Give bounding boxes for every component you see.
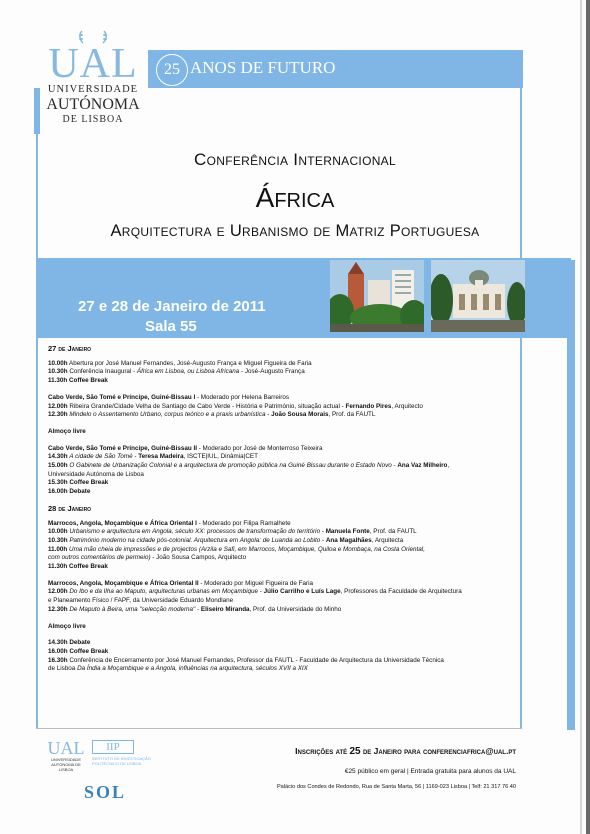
program-time: 15.30h Coffee Break — [48, 479, 109, 487]
program-line — [48, 377, 518, 386]
program-time: 12.00h — [48, 402, 68, 410]
program-separator: - — [265, 411, 272, 419]
program-time: 16.30h — [48, 656, 68, 664]
sol-logo: SOL — [84, 782, 127, 802]
program-line — [48, 537, 518, 546]
program-text: Universidade Autónoma de Lisboa — [48, 470, 144, 478]
program-time: 10.00h — [48, 528, 68, 536]
program-talk-title: Património moderno na cidade pós-colonial. Arquitectura em Angola: de Luanda ao Lobito — [69, 536, 321, 544]
lunch-break-1: Almoço livre — [48, 427, 86, 435]
program-speaker: Fernando Pires — [345, 402, 392, 410]
program-line — [48, 546, 518, 555]
photo-city-buildings — [330, 260, 424, 332]
session4-title: Marrocos, Angola, Moçambique e África Oriental II — [48, 579, 199, 587]
program-talk-title: Do Ibo e da Ilha ao Maputo, arquitecturas urbanas em Moçambique — [69, 588, 259, 596]
registration-date: 25 — [349, 746, 361, 757]
university-line3: DE LISBOA — [62, 114, 124, 125]
session2-heading — [48, 445, 518, 454]
program-line — [48, 411, 518, 420]
main-title: África — [255, 182, 335, 213]
program-speaker: Manuela Fonte — [325, 528, 370, 536]
session4-moderator: - Moderado por Miguel Figueira de Faria — [198, 579, 314, 587]
session3-list — [48, 528, 518, 572]
program-time: 11.30h Coffee Break — [48, 377, 108, 385]
photo-railway-station — [431, 260, 525, 332]
program-time: 11.30h Coffee Break — [48, 563, 108, 571]
day1-header: 27 de Janeiro — [48, 344, 92, 353]
program-separator: - — [258, 588, 264, 596]
program-separator: - — [195, 605, 201, 613]
event-room: Sala 55 — [145, 318, 197, 335]
program-speaker: Eliseiro Miranda — [200, 605, 250, 613]
program-separator: - — [132, 453, 139, 461]
program-talk-title: Urbanismo e arquitectura em Angola, século XX: processos de transformação do território — [69, 528, 321, 536]
closing-list — [48, 639, 518, 674]
session3-heading — [48, 520, 518, 529]
program-line — [48, 462, 518, 471]
program-line — [48, 588, 518, 597]
program-time: 10.30h — [48, 368, 68, 376]
program-text: Ribeira Grande/Cidade Velha de Santiago de Cabo Verde - História e Património, situação actual - — [67, 402, 346, 410]
program-text: de Lisboa — [48, 665, 78, 673]
program-line — [48, 554, 518, 563]
program-line — [48, 368, 518, 377]
program-line — [48, 488, 518, 497]
session4-heading — [48, 580, 518, 589]
program-speaker: Ana Vaz Milheiro — [397, 462, 448, 470]
program-separator: - — [320, 528, 326, 536]
address: Palácio dos Condes de Redondo, Rua de Santa Marta, 56 | 1169-023 Lisboa | Telf: 21 317 76 40 — [276, 784, 516, 790]
program-separator: - João Sousa Campos, Arquitecto — [150, 554, 247, 562]
anniversary-text: ANOS DE FUTURO — [190, 58, 336, 77]
session3-title: Marrocos, Angola, Moçambique e África Oriental I — [48, 519, 197, 527]
page-edge-shadow — [580, 0, 582, 834]
anniversary-banner — [148, 50, 523, 88]
program-line — [48, 639, 518, 648]
subtitle: Arquitectura e Urbanismo de Matriz Portuguesa — [110, 222, 480, 240]
program-time: 10.00h — [48, 359, 68, 367]
session1-heading — [48, 394, 518, 403]
footer-logo-text: UAL — [47, 738, 85, 758]
program-line — [48, 563, 518, 572]
program-affiliation: , — [447, 462, 450, 470]
footer-divider — [36, 728, 522, 729]
program-affiliation: , Prof. da FAUTL — [369, 528, 417, 536]
footer-logo-sub: UNIVERSIDADE AUTÓNOMA DE LISBOA — [50, 757, 81, 772]
program-line — [48, 453, 518, 462]
program-line — [48, 648, 518, 657]
session2-title: Cabo Verde, São Tomé e Príncipe, Guiné-Bissau II — [48, 444, 197, 452]
program-affiliation: , Arquitecto — [391, 402, 423, 410]
program-time: 14.30h Debate — [48, 639, 91, 647]
university-line2: AUTÓNOMA — [46, 96, 140, 113]
program-affiliation: , ISCTE|IUL, Dinâmia|CET — [183, 453, 258, 461]
iip-label: IIP — [92, 740, 134, 754]
university-line1: UNIVERSIDADE — [47, 84, 139, 95]
program-separator: - — [320, 536, 326, 544]
program-line — [48, 471, 518, 480]
program-separator: - — [391, 462, 398, 470]
program-line — [48, 403, 518, 412]
session1-moderator: - Moderado por Helena Barreiros — [195, 393, 290, 401]
session2-list — [48, 453, 518, 497]
program-time: 14.30h — [48, 453, 68, 461]
program-talk-title: Da Índia a Moçambique e a Angola, influências na arquitectura, séculos XVII a XIX — [77, 665, 308, 673]
program-talk-title: Mindelo o Assentamento Urbano, corpus teórico e a praxis urbanística — [69, 411, 266, 419]
program-talk-title: Uma mão cheia de impressões e de projectos (Arzila e Safi, em Marrocos, Moçambique, Quiloa e Mombaça, na Costa Oriental, — [69, 545, 425, 553]
registration-prefix: Inscrições até — [295, 746, 350, 756]
day2-header: 28 de Janeiro — [48, 503, 92, 513]
program — [48, 345, 518, 674]
program-affiliation: , Arquitecta — [371, 536, 404, 544]
session1-title: Cabo Verde, São Tomé e Príncipe, Guiné-Bissau I — [48, 393, 196, 401]
program-time: 16.00h Coffee Break — [48, 647, 109, 655]
session2-moderator: - Moderado por José de Monterroso Teixeira — [196, 444, 323, 452]
program-time: 10.30h — [48, 536, 68, 544]
program-affiliation: - José-Augusto França — [239, 368, 305, 376]
ual-logo — [38, 30, 148, 126]
program-talk-title: com outros comentários de permeio) — [48, 554, 151, 562]
registration-suffix: de Janeiro para conferenciafrica@ual.pt — [360, 746, 516, 756]
conference-title: Conferência Internacional — [194, 150, 396, 169]
program-affiliation: , Professores da Faculdade de Arquitectura — [340, 588, 462, 596]
anniversary-number: 25 — [156, 54, 188, 86]
frame-left-accent — [34, 88, 40, 134]
event-dates: 27 e 28 de Janeiro de 2011 — [78, 298, 266, 315]
program-speaker: Júlio Carrilho e Luís Lage — [263, 588, 341, 596]
lunch-break-2: Almoço livre — [48, 622, 86, 630]
program-speaker: Teresa Madeira — [138, 453, 184, 461]
program-line — [48, 606, 518, 615]
day1-intro-list — [48, 360, 518, 386]
program-talk-title: O Gabinete de Urbanização Colonial e a arquitectura de promoção pública na Guiné Bissau durante o Estado Novo — [69, 462, 392, 470]
session1-list — [48, 403, 518, 420]
program-line — [48, 479, 518, 488]
program-time: 12.30h — [48, 411, 68, 419]
program-speaker: João Sousa Morais — [271, 411, 329, 419]
program-text: e Planeamento Físico / FAPF, da Universidade Eduardo Mondlane — [48, 597, 234, 605]
program-line — [48, 528, 518, 537]
program-time: 12.00h — [48, 588, 68, 596]
program-time: 11.00h — [48, 545, 68, 553]
session4-list — [48, 588, 518, 614]
program-text: Conferência Inaugural - — [67, 368, 137, 376]
iip-sub: INSTITUTO DE INVESTIGAÇÃO POLITÉCNICO DE LISBOA — [92, 756, 151, 766]
registration-info — [295, 746, 516, 757]
program-text: Conferência de Encerramento por José Manuel Fernandes, Professor da FAUTL - Faculdade de Arquitectura da Universidade Técnica — [67, 656, 444, 664]
program-affiliation: , Prof. da Universidade do Minho — [249, 605, 342, 613]
program-time: 16.00h Debate — [48, 488, 91, 496]
program-affiliation: , Prof. da FAUTL — [328, 411, 376, 419]
program-time: 15.00h — [48, 462, 68, 470]
program-speaker: Ana Magalhães — [325, 536, 372, 544]
footer-ual-logo — [46, 740, 86, 772]
program-talk-title: A cidade de São Tomé — [69, 453, 133, 461]
iip-logo — [92, 740, 154, 766]
session3-moderator: - Moderado por Filipa Ramalhete — [196, 519, 291, 527]
logo-text: UAL — [48, 41, 138, 87]
program-time: 12.30h — [48, 605, 68, 613]
program-text: Abertura por José Manuel Fernandes, José-Augusto França e Miguel Figueira de Faria — [67, 359, 312, 367]
program-line — [48, 597, 518, 606]
program-talk-title: África em Lisboa, ou Lisboa Africana — [136, 368, 240, 376]
page-edge — [586, 0, 590, 834]
program-line — [48, 665, 518, 674]
program-talk-title: De Maputo à Beira, uma "selecção moderna" — [69, 605, 196, 613]
price-info: €25 público em geral | Entrada gratuita para alunos da UAL — [344, 768, 516, 775]
